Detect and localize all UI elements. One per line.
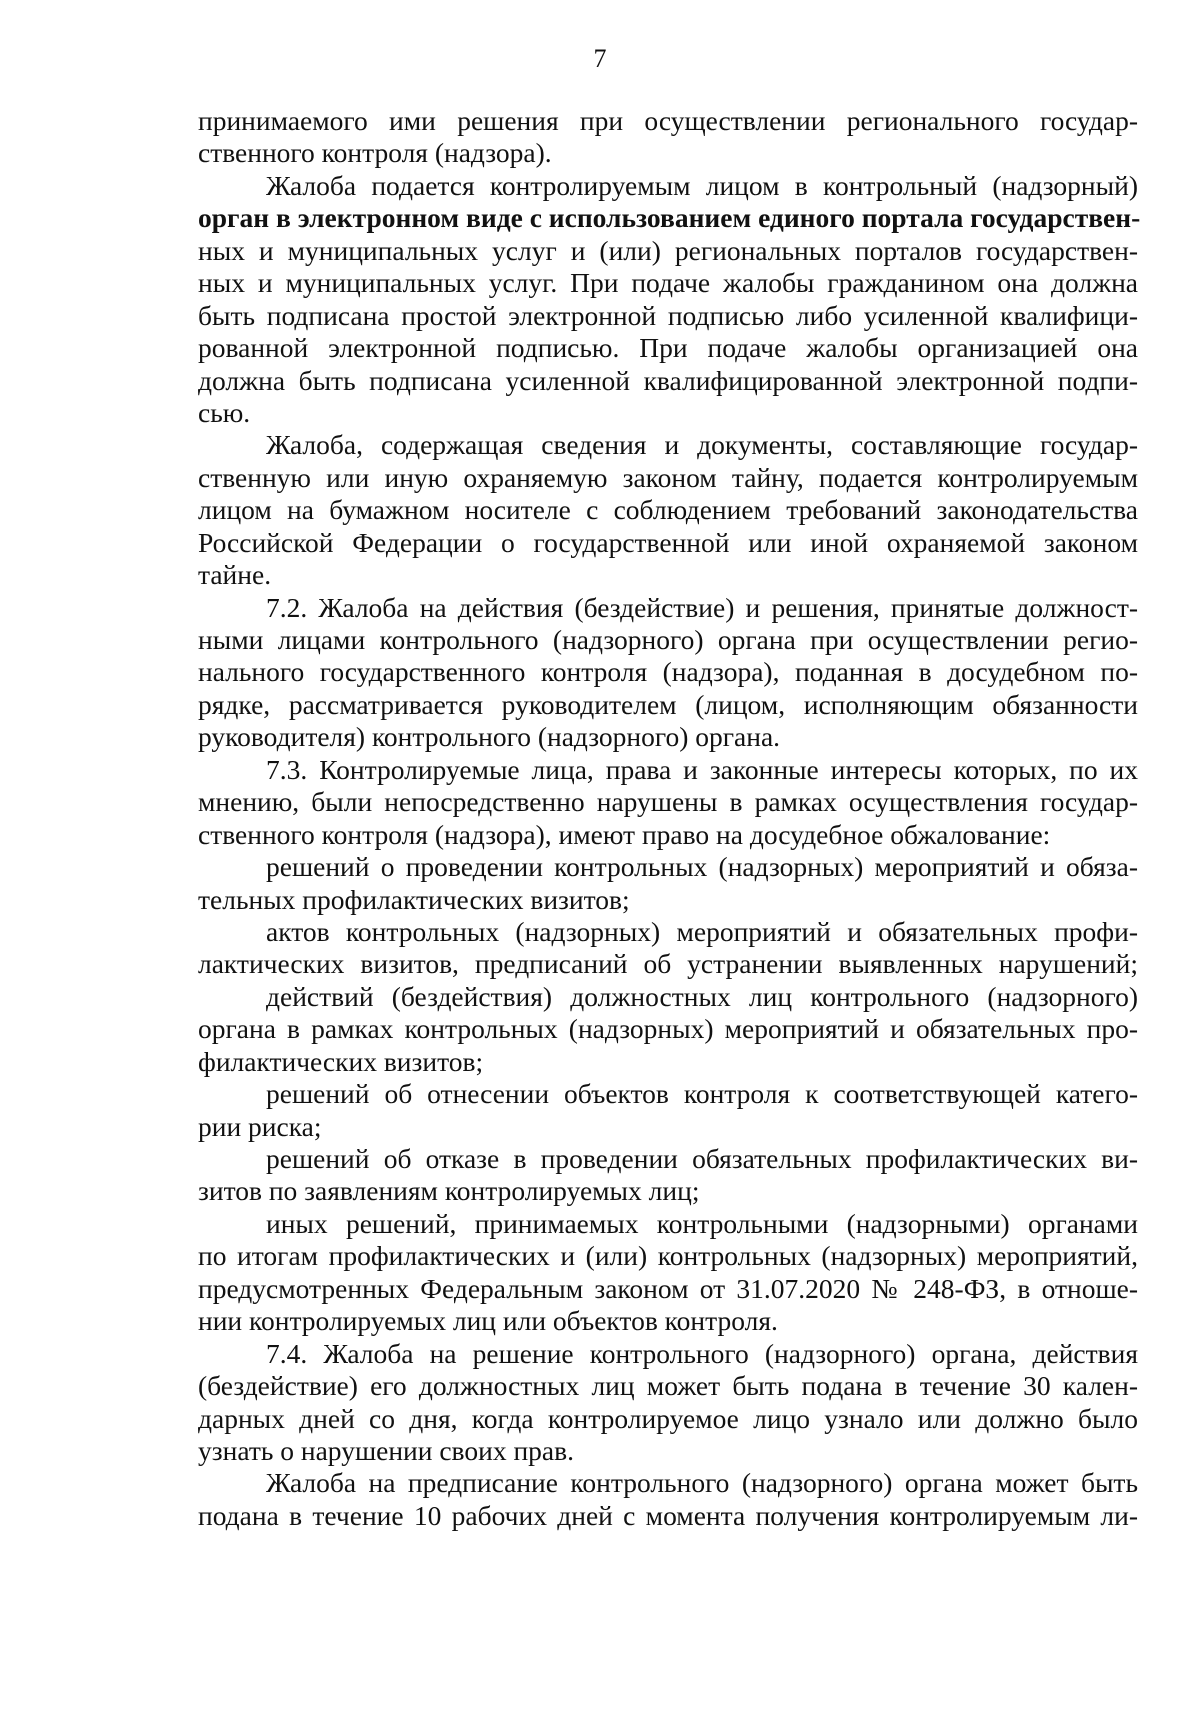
text-line: ных и муниципальных услуг и (или) региональных порталов государствен- [198,234,1138,266]
text-line: по итогам профилактических и (или) контрольных (надзорных) мероприятий, [198,1240,1138,1272]
text-line: рии риска; [198,1110,322,1142]
text-line: (бездействие) его должностных лиц может быть подана в течение 30 кален- [198,1370,1138,1402]
text-line: орган в электронном виде с использованием единого портала государствен- [198,202,1141,234]
text-line: Жалоба, содержащая сведения и документы, составляющие государ- [266,429,1138,461]
text-line: Российской Федерации о государственной или иной охраняемой законом [198,526,1138,558]
document-body [198,105,1141,1532]
text-line: нального государственного контроля (надзора), поданная в досудебном по- [198,656,1138,688]
text-line: 7.3. Контролируемые лица, права и законные интересы которых, по их [266,753,1138,785]
text-line: должна быть подписана усиленной квалифицированной электронной подпи- [198,364,1138,396]
text-line: филактических визитов; [198,1045,484,1077]
text-line: лактических визитов, предписаний об устранении выявленных нарушений; [198,948,1138,980]
text-line: решений об отказе в проведении обязательных профилактических ви- [266,1143,1138,1174]
text-line: нии контролируемых лиц или объектов контроля. [198,1305,778,1337]
text-line: мнению, были непосредственно нарушены в рамках осуществления государ- [198,786,1138,818]
text-line: принимаемого ими решения при осуществлении регионального государ- [198,105,1138,136]
text-line: ственного контроля (надзора), имеют право на досудебное обжалование: [198,818,1051,850]
text-line: рядке, рассматривается руководителем (лицом, исполняющим обязанности [198,688,1138,720]
text-line: руководителя) контрольного (надзорного) органа. [198,721,781,753]
text-line: актов контрольных (надзорных) мероприятий и обязательных профи- [266,915,1138,947]
text-line: лицом на бумажном носителе с соблюдением требований законодательства [198,494,1138,526]
text-line: 7.4. Жалоба на решение контрольного (надзорного) органа, действия [266,1337,1138,1369]
text-line: иных решений, принимаемых контрольными (надзорными) органами [266,1207,1138,1239]
text-line: тельных профилактических визитов; [198,883,630,915]
text-line: ственного контроля (надзора). [198,137,552,169]
text-line: Жалоба подается контролируемым лицом в контрольный (надзорный) [266,169,1138,201]
text-line: подана в течение 10 рабочих дней с момента получения контролируемым ли- [198,1499,1138,1531]
text-line: решений о проведении контрольных (надзорных) мероприятий и обяза- [266,851,1138,883]
text-line: сью. [198,396,251,428]
text-line: ными лицами контрольного (надзорного) органа при осуществлении регио- [198,624,1138,655]
text-line: дарных дней со дня, когда контролируемое лицо узнало или должно было [198,1402,1138,1434]
text-line: Жалоба на предписание контрольного (надзорного) органа может быть [266,1467,1138,1499]
text-line: узнать о нарушении своих прав. [198,1434,574,1466]
page-number: 7 [593,44,607,73]
text-line: предусмотренных Федеральным законом от 31.07.2020 № 248-ФЗ, в отноше- [198,1272,1138,1304]
text-line: 7.2. Жалоба на действия (бездействие) и решения, принятые должност- [266,591,1138,623]
text-line: тайне. [198,559,272,591]
text-line: быть подписана простой электронной подписью либо усиленной квалифици- [198,299,1138,331]
text-line: зитов по заявлениям контролируемых лиц; [198,1175,700,1207]
text-line: решений об отнесении объектов контроля к соответствующей катего- [266,1078,1138,1110]
text-line: действий (бездействия) должностных лиц контрольного (надзорного) [266,980,1138,1012]
text-line: ственную или иную охраняемую законом тайну, подается контролируемым [198,461,1138,493]
text-line: ных и муниципальных услуг. При подаче жалобы гражданином она должна [198,267,1138,299]
text-line: органа в рамках контрольных (надзорных) мероприятий и обязательных про- [198,1013,1138,1045]
text-line: рованной электронной подписью. При подаче жалобы организацией она [198,332,1138,364]
